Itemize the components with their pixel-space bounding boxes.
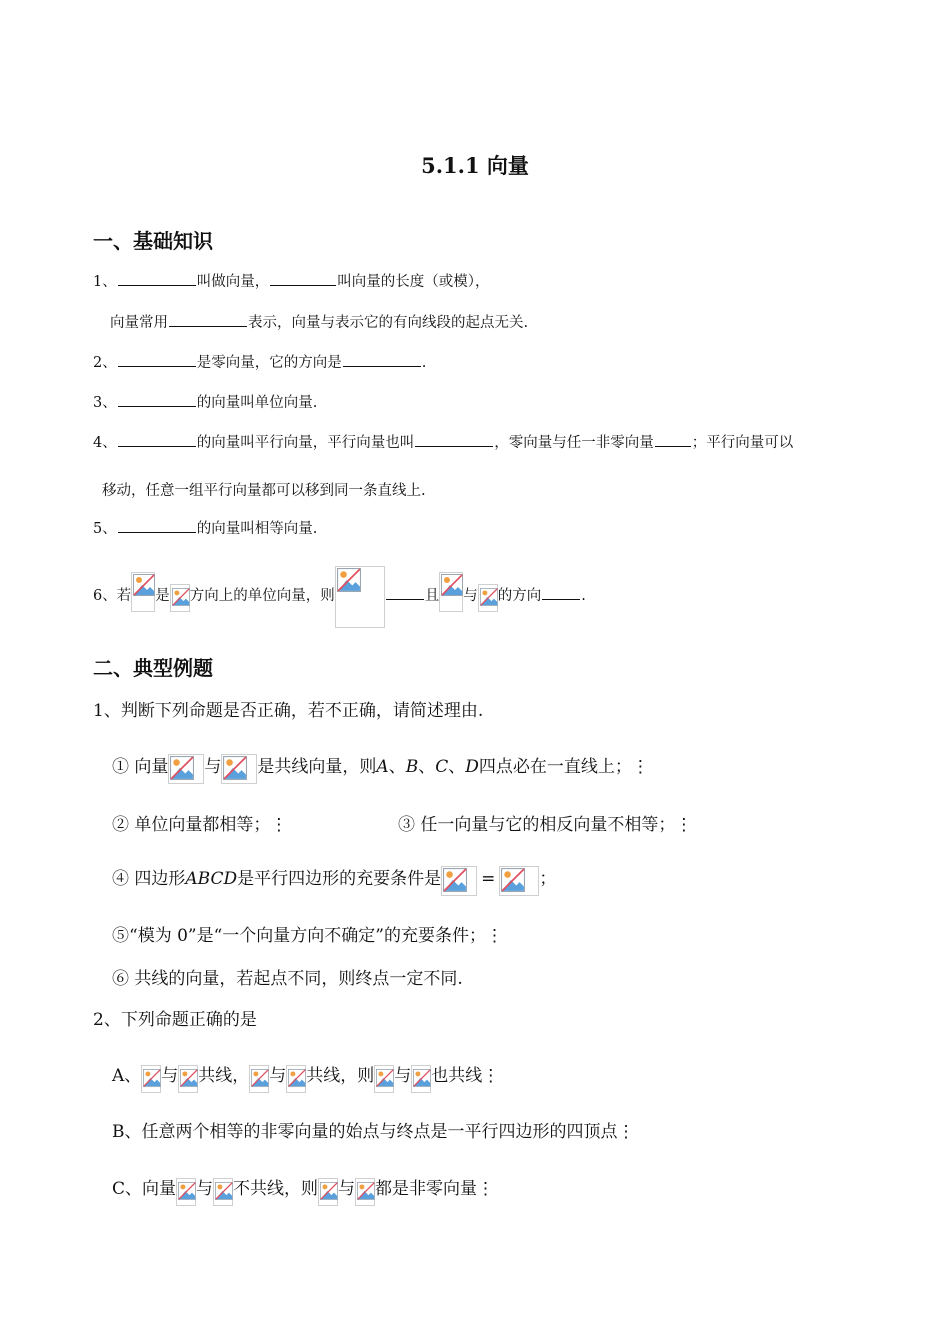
blank <box>118 284 196 286</box>
q5-line: 5、 的向量叫相等向量. <box>93 521 318 537</box>
blank <box>270 284 336 286</box>
broken-image-icon <box>478 584 498 612</box>
blank <box>343 365 421 367</box>
blank <box>169 325 247 327</box>
q3-line: 3、 的向量叫单位向量. <box>93 395 318 411</box>
q2-line: 2、 是零向量，它的方向是 . <box>93 355 427 371</box>
broken-image-icon <box>374 1065 394 1093</box>
broken-image-icon <box>176 1178 196 1206</box>
broken-image-icon <box>355 1178 375 1206</box>
section-heading-examples: 二、典型例题 <box>93 656 213 680</box>
option-a: A、 与 共线， 与 共线，则 与 也共线⋮ <box>112 1061 499 1093</box>
broken-image-icon <box>249 1065 269 1093</box>
blank <box>118 365 196 367</box>
blank <box>118 445 196 447</box>
broken-image-icon <box>221 754 257 784</box>
broken-image-icon <box>499 866 539 896</box>
broken-image-icon <box>168 754 204 784</box>
blank <box>542 598 580 600</box>
broken-image-icon <box>439 572 463 612</box>
page-title: 5.1.1 向量 <box>421 153 529 178</box>
broken-image-icon <box>141 1065 161 1093</box>
blank <box>655 445 691 447</box>
statement-1: ① 向量 与 是共线向量，则A、B、C、D四点必在一直线上；⋮ <box>112 752 649 784</box>
blank <box>118 531 196 533</box>
broken-image-icon <box>441 866 477 896</box>
broken-image-icon <box>131 572 155 612</box>
broken-image-icon <box>178 1065 198 1093</box>
statement-5: ⑤“模为 0”是“一个向量方向不确定”的充要条件；⋮ <box>112 926 503 946</box>
blank <box>386 598 424 600</box>
blank <box>118 405 196 407</box>
blank <box>415 445 493 447</box>
q6-line: 6、若 是 方向上的单位向量，则 且 与 的方向 . <box>93 566 586 628</box>
q1-line1: 1、 叫做向量， 叫向量的长度（或模）， <box>93 274 490 290</box>
statement-4: ④ 四边形ABCD是平行四边形的充要条件是 = ； <box>112 864 556 896</box>
broken-image-icon <box>335 566 385 628</box>
option-b: B、任意两个相等的非零向量的始点与终点是一平行四边形的四顶点⋮ <box>112 1122 635 1142</box>
broken-image-icon <box>411 1065 431 1093</box>
section-heading-basics: 一、基础知识 <box>93 229 213 253</box>
example2-prompt: 2、下列命题正确的是 <box>93 1010 257 1030</box>
q4-line2: 移动，任意一组平行向量都可以移到同一条直线上. <box>102 483 426 499</box>
broken-image-icon <box>213 1178 233 1206</box>
broken-image-icon <box>318 1178 338 1206</box>
broken-image-icon <box>170 584 190 612</box>
statement-3: ③ 任一向量与它的相反向量不相等；⋮ <box>398 815 693 835</box>
q4-line1: 4、 的向量叫平行向量，平行向量也叫 ，零向量与任一非零向量 ；平行向量可以 <box>93 435 794 451</box>
statement-6: ⑥ 共线的向量，若起点不同，则终点一定不同. <box>112 969 463 989</box>
statement-2: ② 单位向量都相等；⋮ <box>112 815 288 835</box>
option-c: C、向量 与 不共线，则 与 都是非零向量⋮ <box>112 1174 494 1206</box>
example1-prompt: 1、判断下列命题是否正确，若不正确，请简述理由. <box>93 701 484 721</box>
q1-line2: 向量常用 表示，向量与表示它的有向线段的起点无关. <box>110 315 529 331</box>
broken-image-icon <box>286 1065 306 1093</box>
